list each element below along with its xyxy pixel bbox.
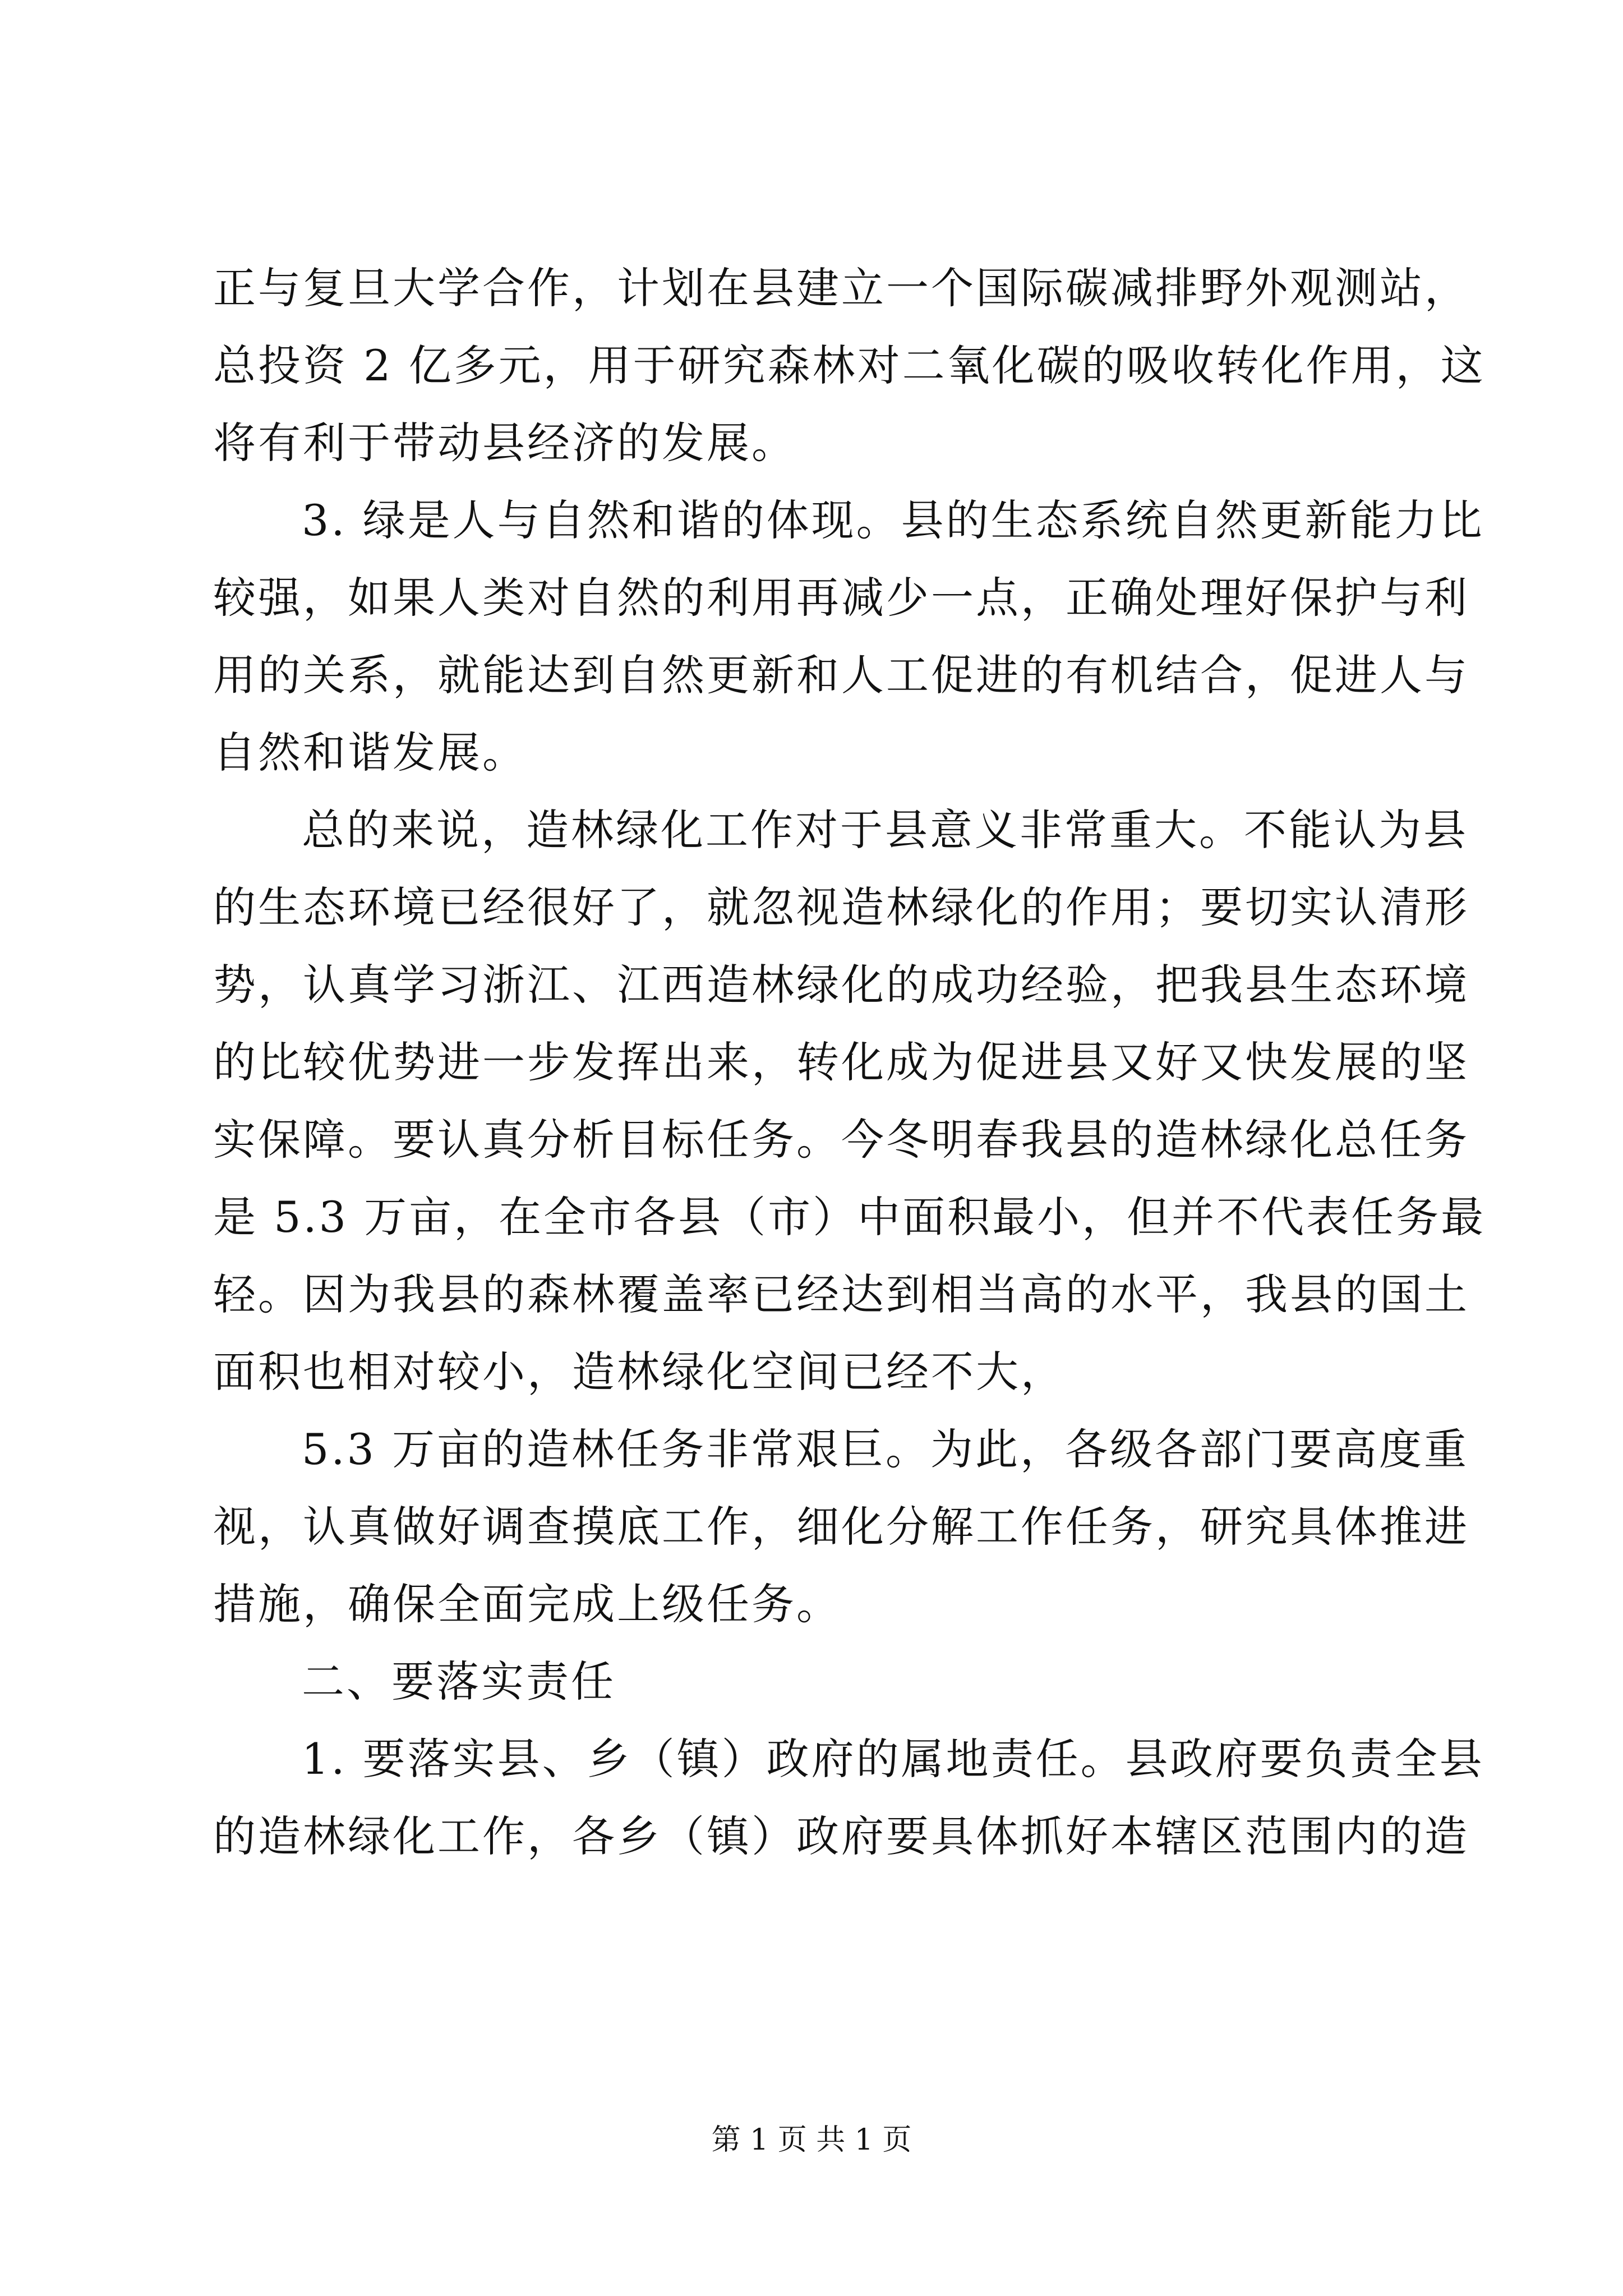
paragraph-1 [213, 250, 1486, 482]
section-heading [213, 1643, 1424, 1720]
text-line: 自然和谐发展。 [213, 728, 527, 777]
heading-line: 二、要落实责任 [302, 1657, 616, 1706]
text-line: 正与复旦大学合作，计划在县建立一个国际碳减排野外观测站， [213, 263, 1469, 313]
text-line: 5.3 万亩的造林任务非常艰巨。为此，各级各部门要高度重 [302, 1424, 1469, 1474]
document-body [213, 250, 1486, 1875]
text-line: 1. 要落实县、乡（镇）政府的属地责任。县政府要负责全县 [302, 1734, 1484, 1784]
text-line: 实保障。要认真分析目标任务。今冬明春我县的造林绿化总任务 [213, 1115, 1469, 1165]
paragraph-3 [213, 792, 1486, 1411]
text-line: 总投资 2 亿多元，用于研究森林对二氧化碳的吸收转化作用，这 [213, 341, 1486, 390]
text-line: 措施，确保全面完成上级任务。 [213, 1579, 841, 1629]
text-line: 的造林绿化工作，各乡（镇）政府要具体抓好本辖区范围内的造 [213, 1811, 1469, 1861]
text-line: 面积也相对较小，造林绿化空间已经不大， [213, 1347, 1066, 1397]
text-line: 3. 绿是人与自然和谐的体现。县的生态系统自然更新能力比 [302, 495, 1484, 545]
paragraph-2 [213, 482, 1484, 792]
paragraph-4 [213, 1411, 1469, 1643]
page-number-label: 第 1 页 共 1 页 [711, 2123, 912, 2157]
text-line: 轻。因为我县的森林覆盖率已经达到相当高的水平，我县的国土 [213, 1269, 1469, 1319]
page-footer [0, 2120, 1623, 2160]
text-line: 势，认真学习浙江、江西造林绿化的成功经验，把我县生态环境 [213, 960, 1469, 1010]
text-line: 总的来说，造林绿化工作对于县意义非常重大。不能认为县 [302, 805, 1468, 855]
text-line: 用的关系，就能达到自然更新和人工促进的有机结合，促进人与 [213, 650, 1469, 700]
text-line: 的比较优势进一步发挥出来，转化成为促进县又好又快发展的坚 [213, 1037, 1469, 1087]
text-line: 是 5.3 万亩，在全市各县（市）中面积最小，但并不代表任务最 [213, 1192, 1486, 1242]
paragraph-5 [213, 1720, 1484, 1875]
text-line: 将有利于带动县经济的发展。 [213, 418, 796, 468]
text-line: 的生态环境已经很好了，就忽视造林绿化的作用；要切实认清形 [213, 882, 1469, 932]
text-line: 视，认真做好调查摸底工作，细化分解工作任务，研究具体推进 [213, 1502, 1469, 1552]
text-line: 较强，如果人类对自然的利用再减少一点，正确处理好保护与利 [213, 573, 1469, 623]
